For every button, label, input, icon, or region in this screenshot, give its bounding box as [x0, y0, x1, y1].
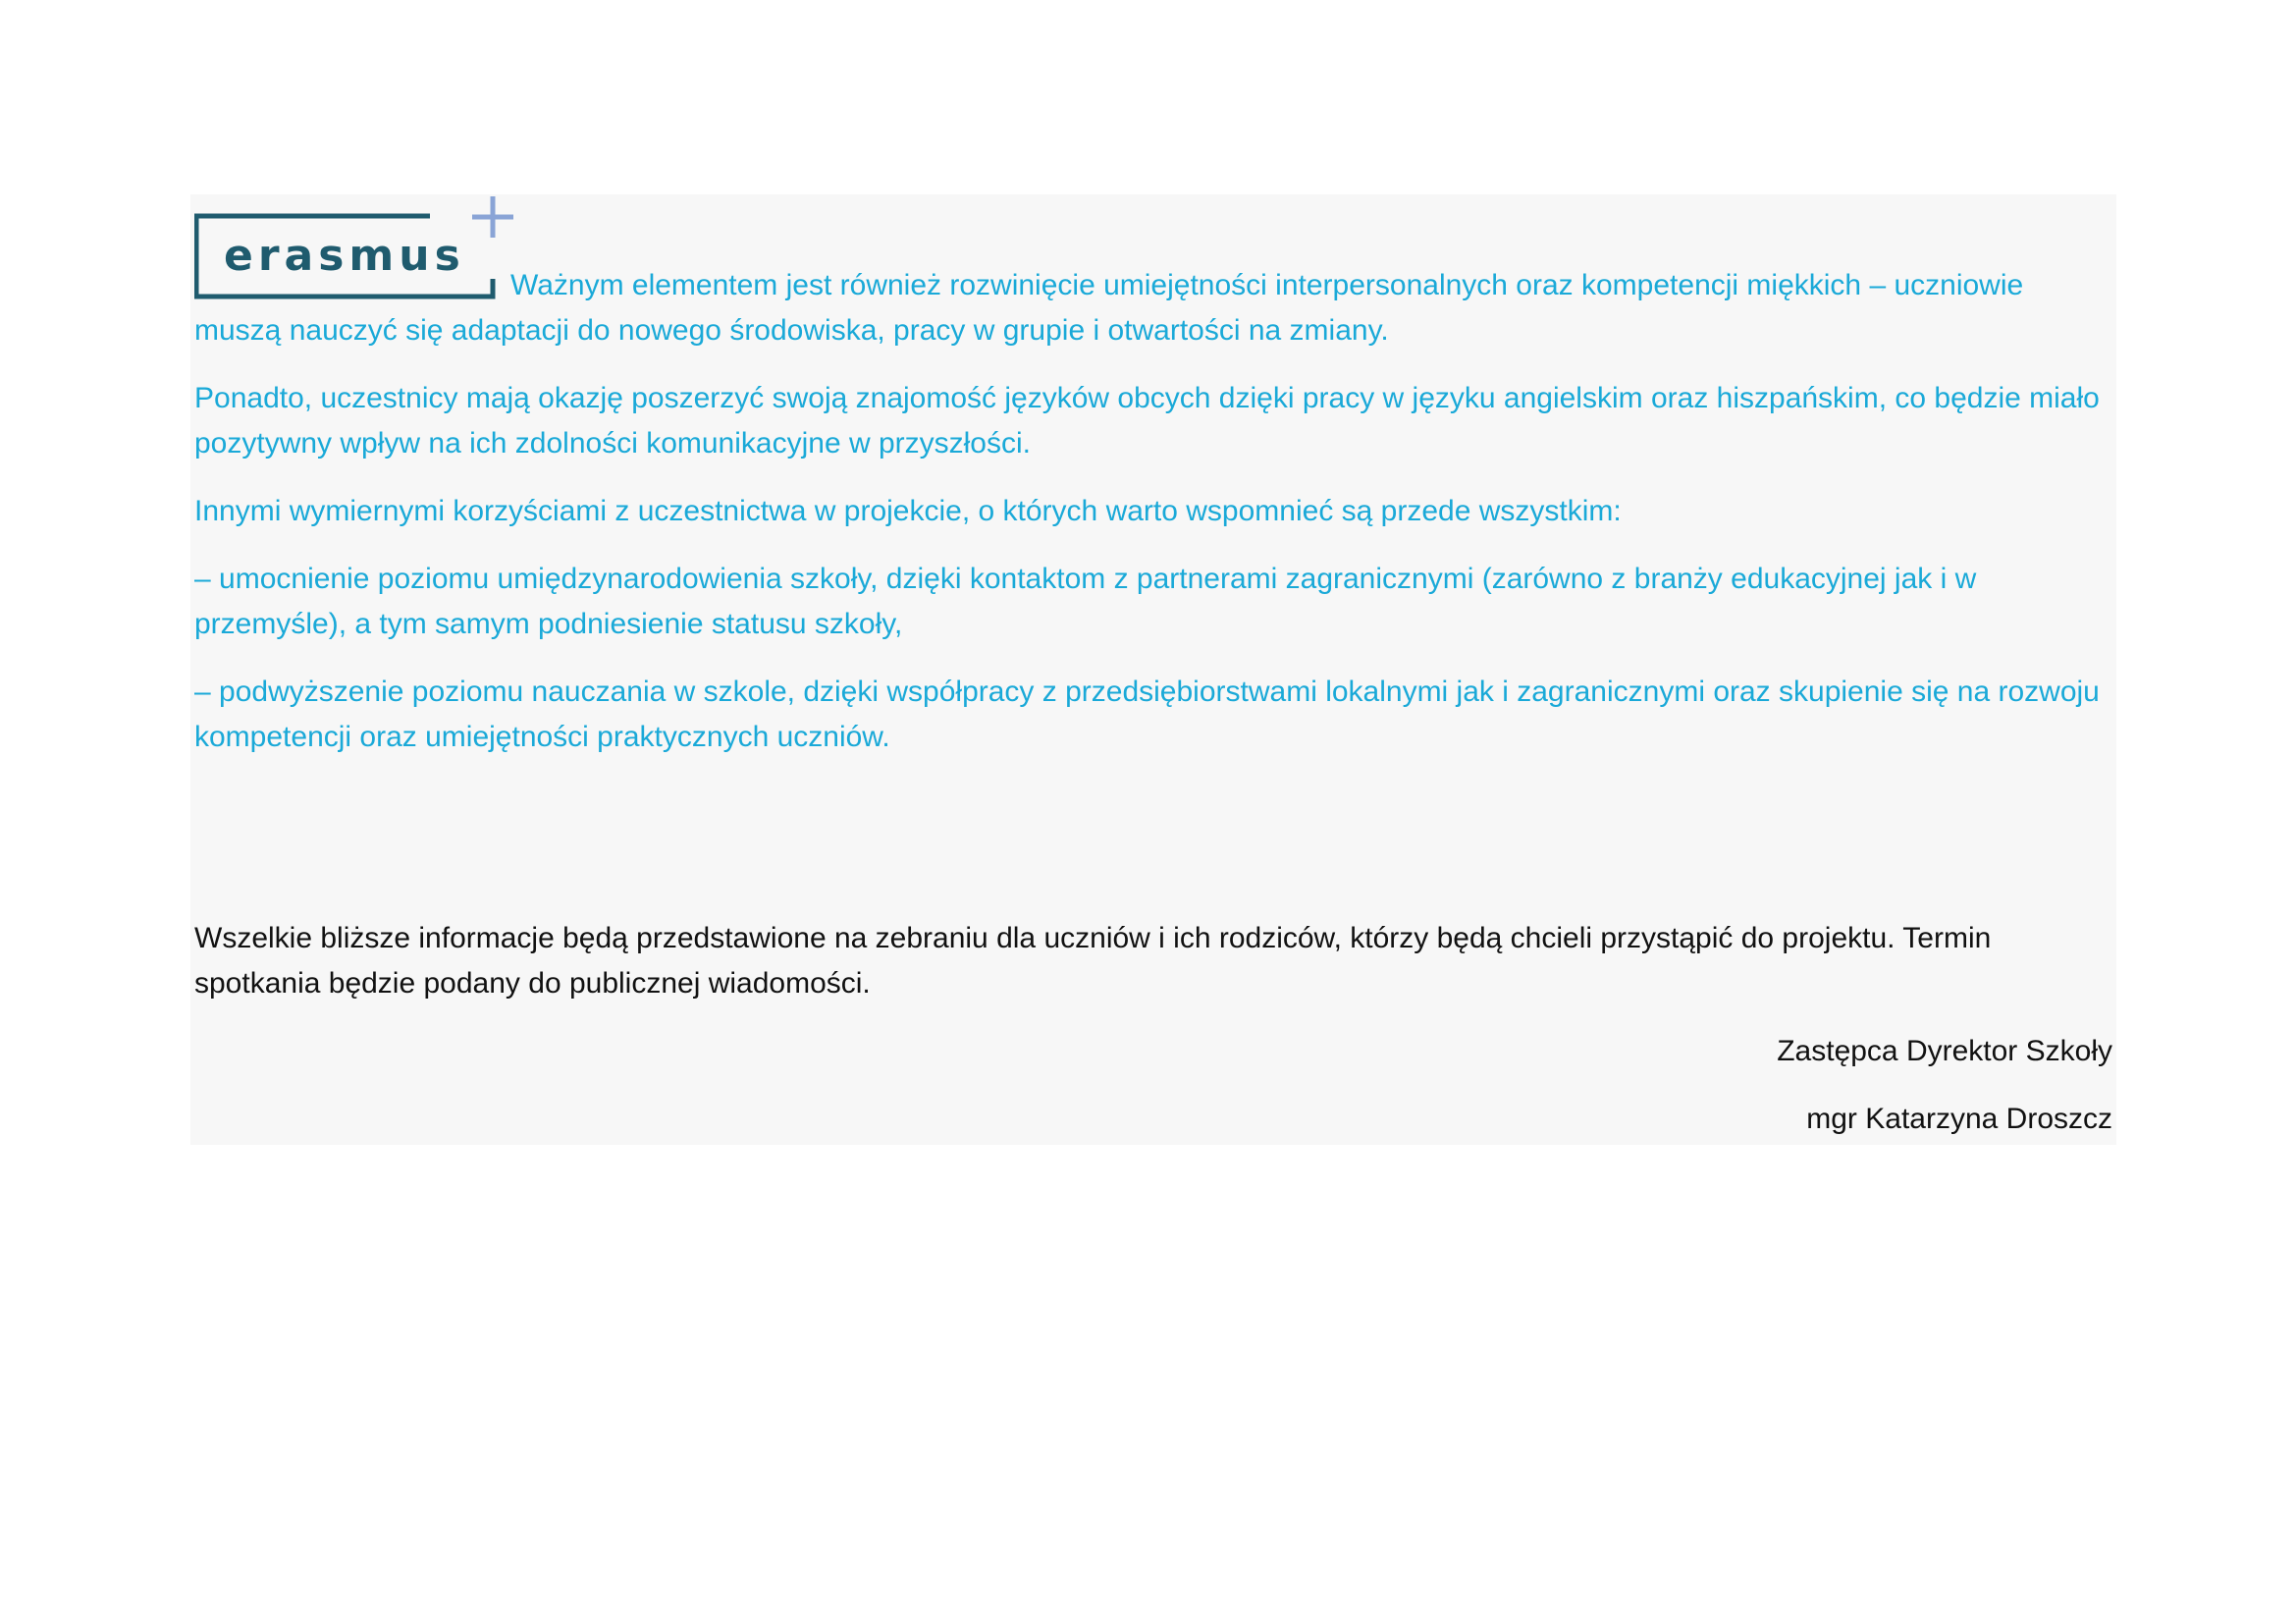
paragraph-benefits-intro: Innymi wymiernymi korzyściami z uczestnictwa w projekcie, o których warto wspomnieć są przede wszystkim:	[194, 495, 1622, 527]
document-content-box	[190, 194, 2116, 1145]
paragraph-meeting-info: Wszelkie bliższe informacje będą przedstawione na zebraniu dla uczniów i ich rodziców, którzy będą chcieli przystąpić do projektu. Termin spotkania będzie podany do publicznej wiadomości.	[194, 922, 1992, 1000]
paragraph-languages: Ponadto, uczestnicy mają okazję poszerzyć swoją znajomość języków obcych dzięki pracy w języku angielskim oraz hiszpańskim, co będzie miało pozytywny wpływ na ich zdolności komunikacyjne w przyszłości.	[194, 382, 2100, 460]
paragraph-soft-skills: Ważnym elementem jest również rozwinięcie umiejętności interpersonalnych oraz kompetencji miękkich – uczniowie muszą nauczyć się adaptacji do nowego środowiska, pracy w grupie i otwartości na zmiany.	[194, 269, 2024, 347]
signature-name: mgr Katarzyna Droszcz	[1806, 1103, 2112, 1135]
paragraph-benefit-teaching: – podwyższenie poziomu nauczania w szkole, dzięki współpracy z przedsiębiorstwami lokalnymi jak i zagranicznymi oraz skupienie się na rozwoju kompetencji oraz umiejętności praktycznych uczniów.	[194, 676, 2100, 753]
logo-text: erasmus	[224, 231, 465, 281]
paragraph-benefit-internationalization: – umocnienie poziomu umiędzynarodowienia szkoły, dzięki kontaktom z partnerami zagranicznymi (zarówno z branży edukacyjnej jak i w przemyśle), a tym samym podniesienie statusu szkoły,	[194, 563, 1977, 640]
signature-title: Zastępca Dyrektor Szkoły	[1777, 1035, 2112, 1067]
